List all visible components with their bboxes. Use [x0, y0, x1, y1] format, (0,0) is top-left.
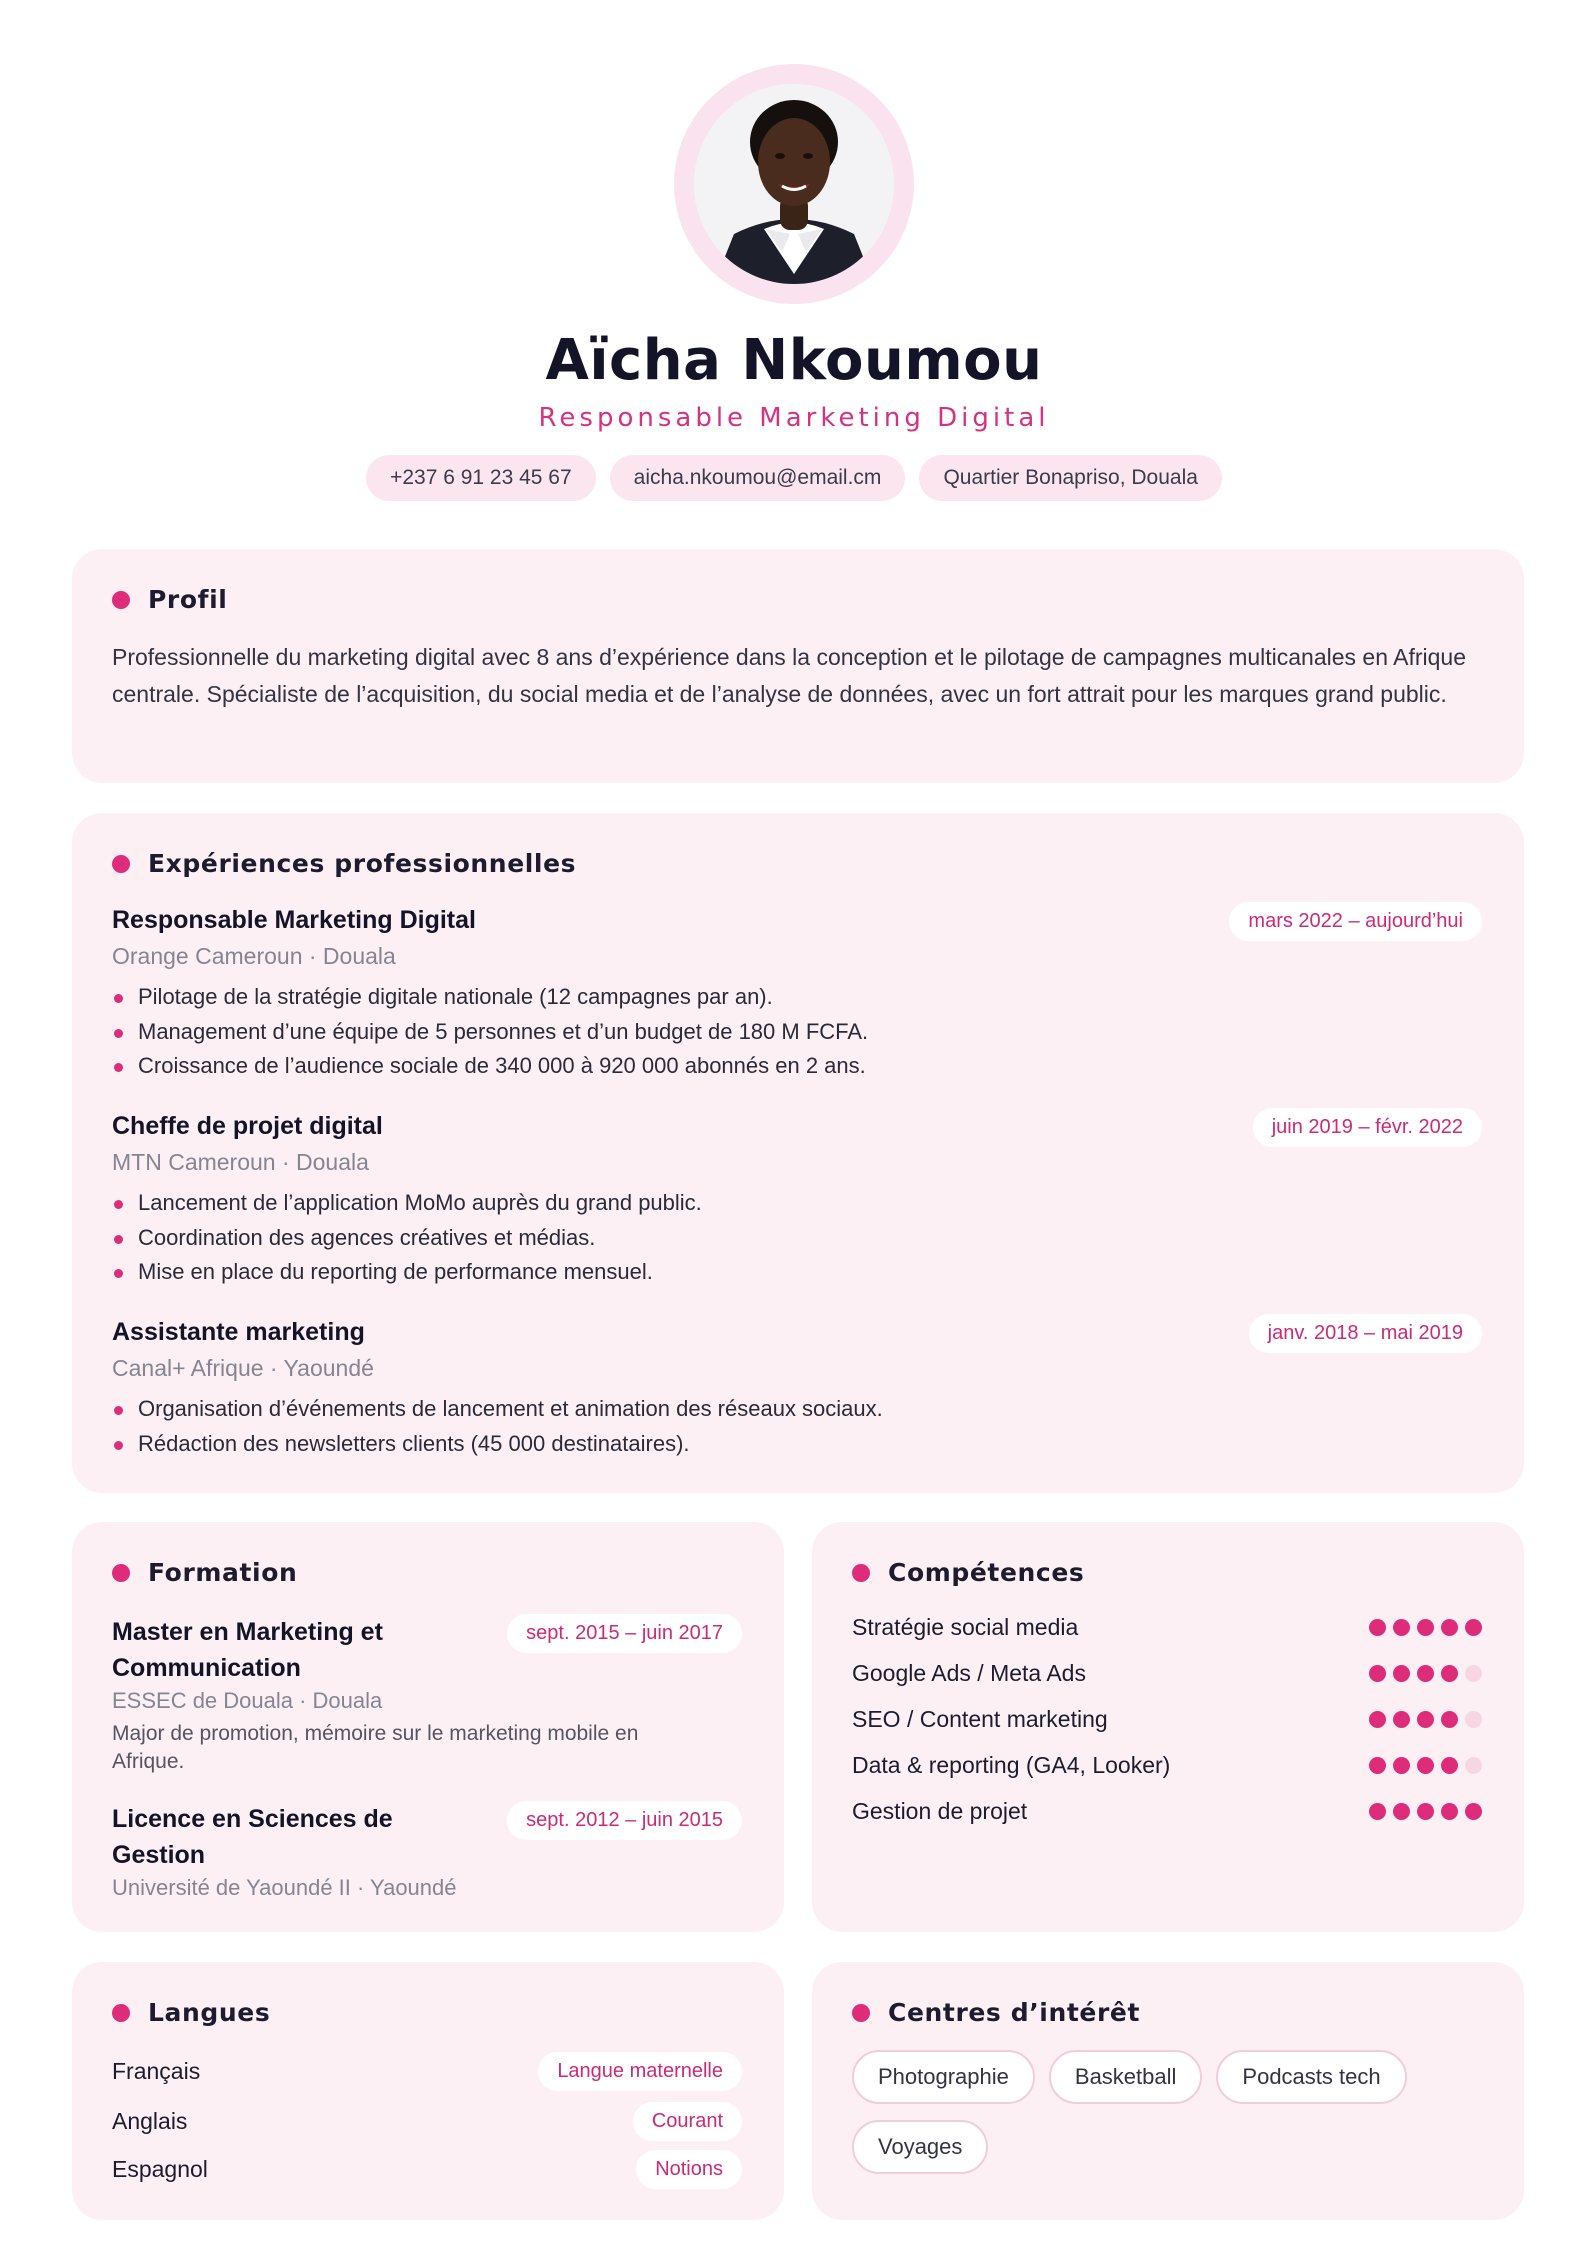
language-name: Français: [112, 2058, 201, 2084]
phone-chip[interactable]: +237 6 91 23 45 67: [366, 455, 596, 501]
list-item: Mise en place du reporting de performance mensuel.: [112, 1255, 1482, 1290]
section-header: [852, 1998, 1140, 2027]
interest-tag: Basketball: [1049, 2050, 1203, 2104]
bullet-dot-icon: [852, 2004, 870, 2022]
rating-dot-filled: [1465, 1803, 1482, 1820]
language-level-badge: Notions: [636, 2150, 742, 2189]
skill-label: Stratégie social media: [852, 1614, 1079, 1640]
language-level-badge: Langue maternelle: [538, 2052, 742, 2091]
skill-label: Google Ads / Meta Ads: [852, 1660, 1086, 1686]
language-row: [112, 2150, 742, 2189]
education-card: [72, 1522, 784, 1932]
interest-tag: Voyages: [852, 2120, 988, 2174]
date-badge: juin 2019 – févr. 2022: [1253, 1108, 1482, 1147]
bullet-dot-icon: [112, 1564, 130, 1582]
rating-dot-filled: [1417, 1803, 1434, 1820]
skill-label: Gestion de projet: [852, 1798, 1028, 1824]
job-entry: [112, 1112, 1482, 1290]
job-entry: [112, 906, 1482, 1084]
email-chip[interactable]: aicha.nkoumou@email.cm: [610, 455, 906, 501]
rating-dot-filled: [1393, 1757, 1410, 1774]
skill-row: [852, 1752, 1482, 1779]
degree-description: Major de promotion, mémoire sur le marketing mobile en Afrique.: [112, 1722, 639, 1773]
job-entry-title: Responsable Marketing Digital: [112, 906, 476, 934]
education-entry: [112, 1614, 742, 1776]
rating-dot-filled: [1417, 1711, 1434, 1728]
job-entry: [112, 1318, 1482, 1461]
list-item: Lancement de l’application MoMo auprès du grand public.: [112, 1186, 1482, 1221]
skill-row: [852, 1614, 1482, 1641]
job-entry-title: Cheffe de projet digital: [112, 1112, 383, 1140]
address-chip: Quartier Bonapriso, Douala: [919, 455, 1221, 501]
rating-dot-filled: [1369, 1665, 1386, 1682]
job-bullets: [112, 1392, 1482, 1461]
language-row: [112, 2052, 742, 2091]
profile-summary: Professionnelle du marketing digital avec 8 ans d’expérience dans la conception et le pilotage de campagnes multicanales en Afrique centrale. Spécialiste de l’acquisition, du social media et de l’analyse de données, avec un fort attrait pour les marques grand public.: [112, 644, 1467, 707]
rating-dot-filled: [1441, 1619, 1458, 1636]
profile-photo: [694, 84, 894, 284]
rating-dot-empty: [1465, 1665, 1482, 1682]
skill-row: [852, 1706, 1482, 1733]
rating-dot-filled: [1393, 1665, 1410, 1682]
degree-title: Licence en Sciences de Gestion: [112, 1805, 393, 1869]
header: [0, 64, 1588, 501]
date-badge: sept. 2012 – juin 2015: [507, 1801, 742, 1840]
job-bullets: [112, 1186, 1482, 1290]
school-name: ESSEC de Douala · Douala: [112, 1688, 383, 1713]
date-badge: janv. 2018 – mai 2019: [1249, 1314, 1482, 1353]
section-header: [852, 1558, 1084, 1587]
bullet-dot-icon: [112, 855, 130, 873]
date-badge: sept. 2015 – juin 2017: [507, 1614, 742, 1653]
list-item: Croissance de l’audience sociale de 340 000 à 920 000 abonnés en 2 ans.: [112, 1049, 1482, 1084]
skill-label: Data & reporting (GA4, Looker): [852, 1752, 1171, 1778]
rating-dot-filled: [1441, 1665, 1458, 1682]
bullet-dot-icon: [112, 2004, 130, 2022]
skills-card: [812, 1522, 1524, 1932]
section-header: [112, 1558, 297, 1587]
section-title: Centres d’intérêt: [888, 1998, 1141, 2027]
job-title: Responsable Marketing Digital: [538, 403, 1050, 433]
rating-dot-filled: [1417, 1665, 1434, 1682]
skill-label: SEO / Content marketing: [852, 1706, 1108, 1732]
skill-rating: [1369, 1711, 1482, 1728]
skill-row: [852, 1798, 1482, 1825]
rating-dot-filled: [1417, 1757, 1434, 1774]
job-entry-company: Orange Cameroun · Douala: [112, 943, 396, 969]
section-title: Langues: [148, 1998, 271, 2027]
rating-dot-filled: [1393, 1711, 1410, 1728]
section-title: Expériences professionnelles: [148, 849, 577, 878]
skill-rating: [1369, 1803, 1482, 1820]
skill-row: [852, 1660, 1482, 1687]
rating-dot-empty: [1465, 1711, 1482, 1728]
skill-rating: [1369, 1665, 1482, 1682]
date-badge: mars 2022 – aujourd’hui: [1229, 902, 1482, 941]
rating-dot-filled: [1465, 1619, 1482, 1636]
rating-dot-filled: [1393, 1619, 1410, 1636]
rating-dot-filled: [1441, 1803, 1458, 1820]
languages-card: [72, 1962, 784, 2220]
contact-list: [0, 455, 1588, 501]
section-title: Profil: [148, 585, 228, 614]
rating-dot-filled: [1441, 1757, 1458, 1774]
section-header: [112, 585, 227, 614]
profile-card: [72, 549, 1524, 783]
education-entry: [112, 1801, 742, 1901]
bullet-dot-icon: [852, 1564, 870, 1582]
avatar: [674, 64, 914, 304]
language-name: Anglais: [112, 2108, 188, 2134]
skill-rating: [1369, 1619, 1482, 1636]
rating-dot-filled: [1441, 1711, 1458, 1728]
language-name: Espagnol: [112, 2156, 208, 2182]
list-item: Coordination des agences créatives et médias.: [112, 1221, 1482, 1256]
skill-rating: [1369, 1757, 1482, 1774]
section-title: Formation: [148, 1558, 298, 1587]
rating-dot-filled: [1369, 1803, 1386, 1820]
experience-card: [72, 813, 1524, 1493]
list-item: Rédaction des newsletters clients (45 000 destinataires).: [112, 1427, 1482, 1462]
list-item: Pilotage de la stratégie digitale nationale (12 campagnes par an).: [112, 980, 1482, 1015]
job-entry-company: Canal+ Afrique · Yaoundé: [112, 1355, 374, 1381]
school-name: Université de Yaoundé II · Yaoundé: [112, 1875, 457, 1900]
job-entry-company: MTN Cameroun · Douala: [112, 1149, 369, 1175]
bullet-dot-icon: [112, 591, 130, 609]
job-entry-title: Assistante marketing: [112, 1318, 365, 1346]
job-bullets: [112, 980, 1482, 1084]
candidate-name: Aïcha Nkoumou: [545, 328, 1043, 393]
rating-dot-filled: [1369, 1757, 1386, 1774]
rating-dot-filled: [1369, 1711, 1386, 1728]
rating-dot-filled: [1417, 1619, 1434, 1636]
rating-dot-filled: [1369, 1619, 1386, 1636]
section-header: [112, 849, 576, 878]
section-title: Compétences: [888, 1558, 1085, 1587]
section-header: [112, 1998, 270, 2027]
rating-dot-empty: [1465, 1757, 1482, 1774]
list-item: Management d’une équipe de 5 personnes et d’un budget de 180 M FCFA.: [112, 1015, 1482, 1050]
interests-card: [812, 1962, 1524, 2220]
interest-tags: [852, 2050, 1492, 2174]
interest-tag: Photographie: [852, 2050, 1035, 2104]
rating-dot-filled: [1393, 1803, 1410, 1820]
language-level-badge: Courant: [633, 2102, 742, 2141]
list-item: Organisation d’événements de lancement et animation des réseaux sociaux.: [112, 1392, 1482, 1427]
interest-tag: Podcasts tech: [1216, 2050, 1406, 2104]
language-row: [112, 2102, 742, 2141]
degree-title: Master en Marketing et Communication: [112, 1618, 383, 1682]
